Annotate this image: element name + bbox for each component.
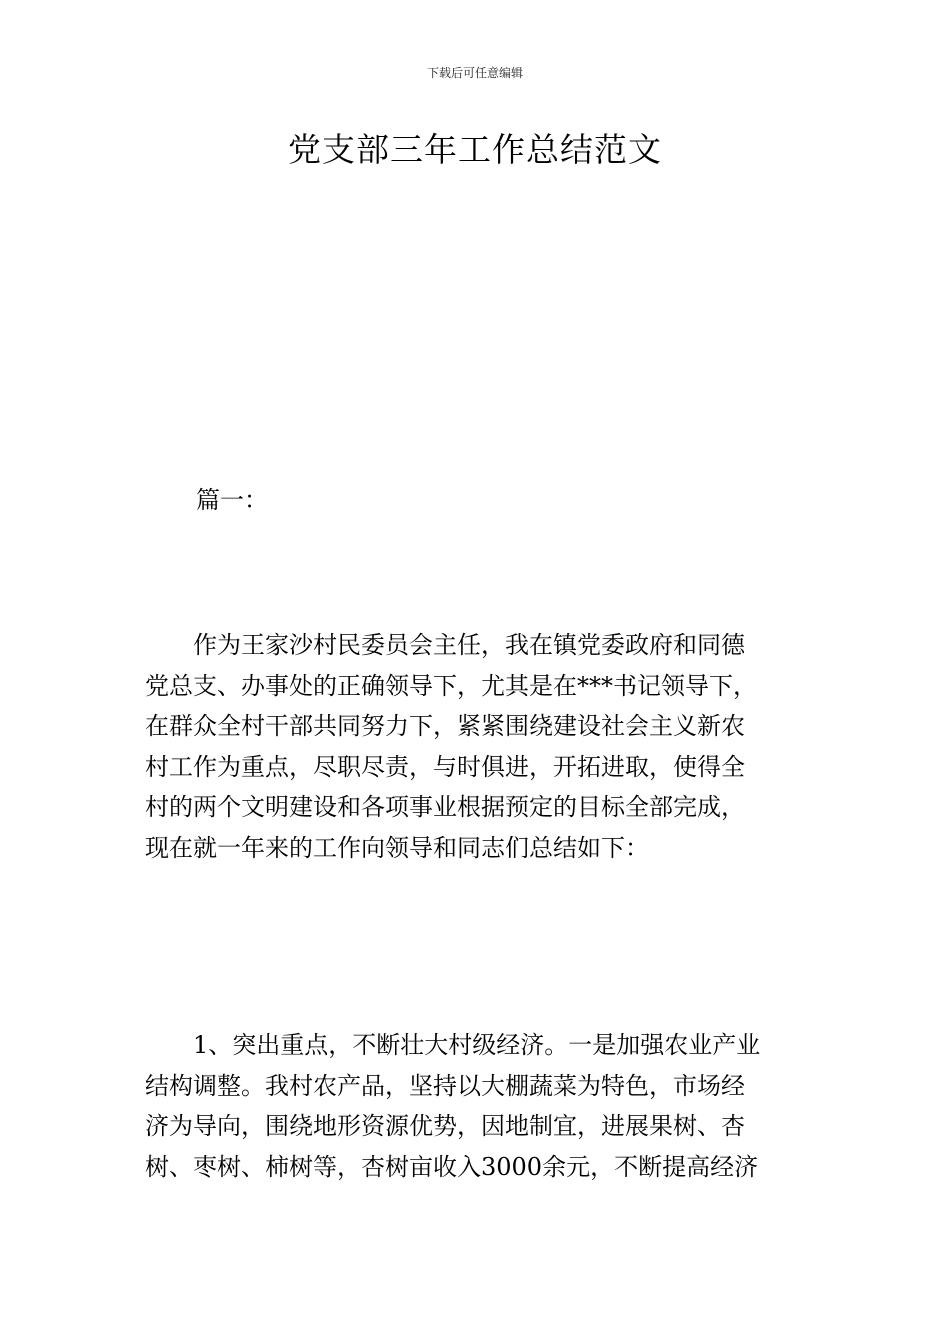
paragraph-line: 作为王家沙村民委员会主任，我在镇党委政府和同德 bbox=[145, 631, 745, 659]
paragraph-line: 在群众全村干部共同努力下，紧紧围绕建设社会主义新农 bbox=[145, 712, 745, 741]
paragraph-line: 党总支、办事处的正确领导下，尤其是在***书记领导下， bbox=[145, 671, 757, 700]
section-label: 篇一： bbox=[196, 486, 268, 514]
paragraph-line: 村的两个文明建设和各项事业根据预定的目标全部完成， bbox=[145, 793, 745, 822]
header-note: 下载后可任意编辑 bbox=[426, 66, 523, 80]
paragraph-line: 结构调整。我村农产品，坚持以大棚蔬菜为特色，市场经 bbox=[145, 1071, 745, 1100]
paragraph-line: 现在就一年来的工作向领导和同志们总结如下： bbox=[145, 833, 649, 862]
paragraph-2 bbox=[145, 1025, 810, 1187]
paragraph-line: 树、枣树、柿树等，杏树亩收入3000余元，不断提高经济 bbox=[145, 1152, 759, 1181]
paragraph-line: 村工作为重点，尽职尽责，与时俱进，开拓进取，使得全 bbox=[145, 752, 745, 781]
paragraph-1 bbox=[145, 625, 810, 869]
paragraph-line: 1、突出重点，不断壮大村级经济。一是加强农业产业 bbox=[145, 1031, 761, 1059]
paragraph-line: 济为导向，围绕地形资源优势，因地制宜，进展果树、杏 bbox=[145, 1112, 745, 1141]
document-title: 党支部三年工作总结范文 bbox=[288, 130, 662, 169]
